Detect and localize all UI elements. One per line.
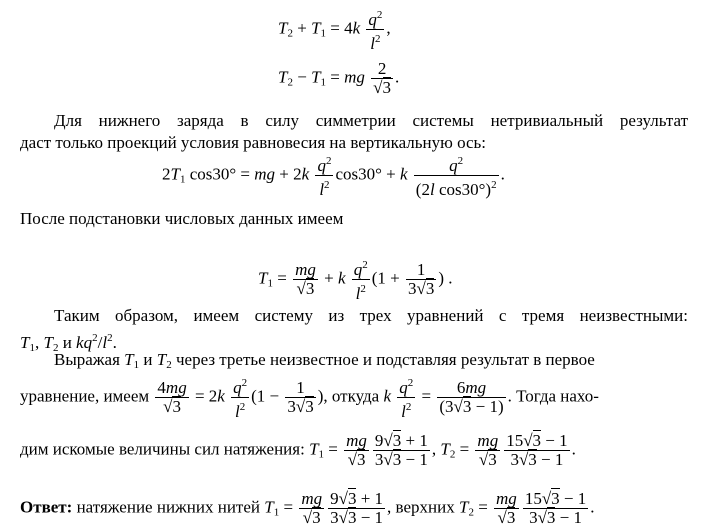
paragraph-4-line-2: уравнение, имеем $\frac{4mg}{√3}$ = 2k $\frac{q^2}{l^2}$ (1 − $\frac{1}{3√3}$ ), откуда k $\frac{q^2}{l^2}$ = $\frac{6mg}{(3√3 - 1)}$ . Тогда нахо- bbox=[20, 374, 599, 421]
equation-2: $T_2 - T_1$ = mg $\frac{2}{√3}$ . bbox=[278, 59, 400, 97]
then-find: . Тогда нахо- bbox=[507, 386, 599, 406]
find-forces: дим искомые величины сил натяжения: bbox=[20, 439, 305, 459]
answer-text: натяжение нижних нитей bbox=[76, 497, 261, 517]
equation-3: $2T_1$ cos30° = mg + 2k $\frac{q^2}{l^2}$ cos30° + k $\frac{q^2}{(2l \cos 30^\circ)^2}$ . bbox=[162, 152, 505, 199]
paragraph-1-line-1: Для нижнего заряда в силу симметрии системы нетривиальный результат bbox=[54, 111, 688, 130]
paragraph-3-line-1: Таким образом, имеем систему из трех уравнений с тремя неизвестными: bbox=[54, 306, 688, 325]
paragraph-4-line-3: дим искомые величины сил натяжения: $T_1$ = $\frac{mg}{√3}$ $\frac{9√3 + 1}{3√3 - 1}$ , $T_2$ = $\frac{mg}{√3}$ $\frac{15√3 - 1}{3√3 - 1}$ . bbox=[20, 431, 576, 469]
equation-1: $T_2 + T_1 = 4k$ $\frac{q^2}{l^2}$ , bbox=[278, 6, 391, 53]
paragraph-4-rest: через третье неизвестное и подставляя результат в первое bbox=[175, 350, 595, 369]
answer-line: Ответ: натяжение нижних нитей $T_1$ = $\frac{mg}{√3}$ $\frac{9√3 + 1}{3√3 - 1}$ , верхних $T_2$ = $\frac{mg}{√3}$ $\frac{15√3 - 1}{3√3 - 1}$ . bbox=[20, 489, 595, 527]
expressing-word: Выражая bbox=[54, 350, 120, 369]
and-word-2: и bbox=[143, 350, 153, 369]
and-word: и bbox=[62, 333, 72, 352]
equation-4: $T_1$ = $\frac{mg}{√3}$ + k $\frac{q^2}{l^2}$ (1 + $\frac{1}{3√3}$ ) . bbox=[258, 256, 453, 303]
paragraph-4-line-1: Выражая $T_1$ и $T_2$ через третье неизвестное и подставляя результат в первое bbox=[54, 350, 595, 371]
whence-word: , откуда bbox=[323, 386, 380, 406]
answer-label: Ответ: bbox=[20, 497, 73, 517]
equation-have: уравнение, имеем bbox=[20, 386, 150, 406]
paragraph-1-line-2: даст только проекций условия равновесия на вертикальную ось: bbox=[20, 133, 487, 152]
paragraph-3-line-2: $T_1$, $T_2$ и $kq^2/l^2$. bbox=[20, 332, 117, 354]
paragraph-2: После подстановки числовых данных имеем bbox=[20, 209, 344, 228]
answer-upper: , верхних bbox=[387, 497, 455, 517]
